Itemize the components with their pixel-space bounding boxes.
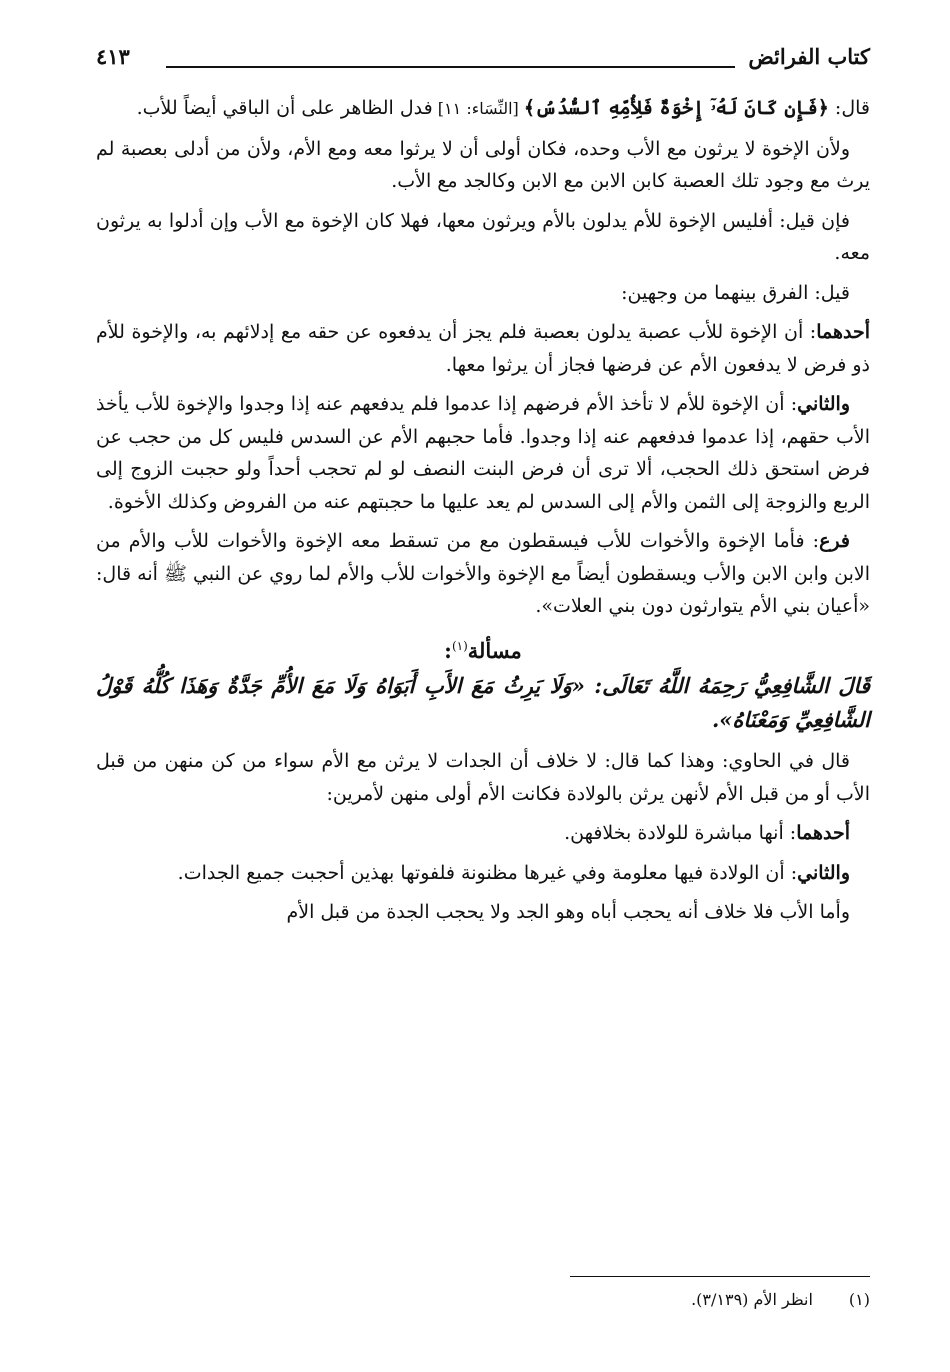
paragraph: قيل: الفرق بينهما من وجهين: [621,281,850,304]
header-rule [166,66,735,68]
paragraph-first-reason [96,316,870,381]
paragraph-lead: والثاني [797,393,850,415]
paragraph-text: : أنها مباشرة للولادة بخلافهن. [564,822,797,844]
heading-text: مسألة [467,637,522,663]
paragraph-quran-citation [96,92,870,126]
paragraph: فإن قيل: أفليس الإخوة للأم يدلون بالأم ويرثون معها، فهلا كان الإخوة مع الأب وإن أدلوا به يرثون معه. [96,209,870,264]
paragraph-text: : أن الإخوة للأم لا تأخذ الأم فرضهم إذا عدموا فلم يدفعهم عنه إذا وجدوا والإخوة للأب يأخذ الأب حقهم، إذا عدموا فدفعهم عنه إذا وجدوا. فأما حجبهم الأم عن السدس فليس كل من حجب عن فرض استحق ذلك الحجب، ألا ترى أن فرض البنت النصف لو لم تحجب أحداً ولو حجبت الزوج إلى الربع والزوجة إلى الثمن والأم إلى السدس لم يعد عليها ما حجبتهم عنه من الفروض وكذلك الأخوة. [96,393,870,513]
footnote [691,1290,870,1309]
paragraph-lead: أحدهما [796,822,850,844]
paragraph-text: قال: [828,97,870,119]
section-heading [96,630,870,668]
paragraph: قال في الحاوي: وهذا كما قال: لا خلاف أن الجدات لا يرثن مع الأم سواء من كن منهن من قبل الأب أو من قبل الأم لأنهن يرثن بالولادة فكانت الأم أولى منهن لأمرين: [96,750,870,805]
paragraph-branch [96,525,870,623]
paragraph-lead: والثاني [797,861,850,884]
footnote-number: (١) [848,1290,870,1309]
footnote-rule [570,1276,870,1277]
heading-colon: : [444,637,452,663]
paragraph-lead: أحدهما [816,321,870,343]
paragraph-first-reason [96,817,870,850]
footnote-text: انظر الأم (٣/١٣٩). [691,1290,813,1309]
page-number: ٤١٣ [96,44,130,69]
paragraph-second-reason [96,857,870,890]
shafii-quote: قَالَ الشَّافِعِيُّ رَحِمَهُ اللَّهُ تَعَالَى: «وَلَا يَرِثُ مَعَ الأَبِ أَبَوَاهُ وَلَا مَعَ الأُمِّ جَدَّةٌ وَهَذَا كُلُّهُ قَوْلُ الشَّافِعِيِّ وَمَعْنَاهُ». [96,673,870,732]
quran-verse: ﴿فَإِن كَانَ لَهُۥٓ إِخْوَةٌ فَلِأُمِّهِ ٱلسُّدُسُ﴾ [523,97,829,119]
page-header [96,44,870,84]
paragraph-text: : أن الإخوة للأب عصبة يدلون بعصبة فلم يجز أن يدفعوه عن حقه مع إدلائهم به، والإخوة للأم ذو فرض لا يدفعون الأم عن فرضها فجاز أن يرثوا معها. [96,321,870,376]
paragraph-text: : أن الولادة فيها معلومة وفي غيرها مظنونة فلفوتها بهذين أحجبت جميع الجدات. [177,861,798,884]
paragraph: وأما الأب فلا خلاف أنه يحجب أباه وهو الجد ولا يحجب الجدة من قبل الأم [286,901,850,923]
paragraph-second-reason [96,388,870,518]
footnote-marker: (١) [451,638,468,653]
page-body [96,92,870,936]
paragraph-text: : فأما الإخوة والأخوات للأب فيسقطون مع من تسقط معه الإخوة والأخوات للأب والأم من الابن وابن الابن والأب ويسقطون أيضاً مع الإخوة والأخوات للأب والأم لما روي عن النبي ﷺ أنه قال: «أعيان بني الأم يتوارثون دون بني العلات». [96,530,870,617]
running-title: كتاب الفرائض [748,44,870,69]
paragraph-text: فدل الظاهر على أن الباقي أيضاً للأب. [136,97,433,119]
paragraph: ولأن الإخوة لا يرثون مع الأب وحده، فكان أولى أن لا يرثوا معه ومع الأم، ولأن من أدلى بعصبة لم يرث مع وجود تلك العصبة كابن الابن مع الابن وكالجد مع الأب. [96,137,870,192]
verse-reference: [النِّسَاء: ١١] [432,99,524,118]
paragraph-lead: فرع [819,530,850,552]
